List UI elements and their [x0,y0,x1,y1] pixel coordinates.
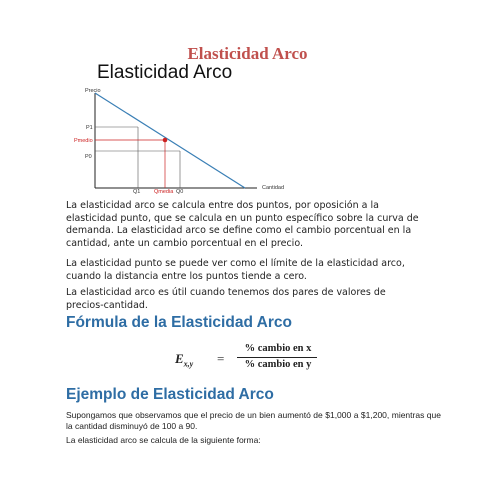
formula-equals: = [217,351,225,366]
pmedio-label: Pmedio [74,138,93,144]
qmedia-label: Qmedia [154,189,174,195]
document-title: Elasticidad Arco [187,44,308,63]
midpoint-marker [163,138,168,143]
p1-label: P1 [86,125,93,131]
x-axis-label: Cantidad [262,185,285,191]
y-axis-label: Precio [85,88,101,94]
arc-elasticity-formula [175,343,335,373]
formula-numerator: % cambio en x [244,343,312,354]
paragraph-usefulness: La elasticidad arco es útil cuando tenemos dos pares de valores de precios-cantidad. [66,287,386,311]
fraction-bar [237,357,317,358]
example-followup: La elasticidad arco se calcula de la siguiente forma: [66,435,261,445]
demand-line [95,93,245,188]
paragraph-definition: La elasticidad arco se calcula entre dos puntos, por oposición a la elasticidad punto, que se calcula en un punto específico sobre la curva de demanda. La elasticidad arco se define como el cambio porcentual en la cantidad, ante un cambio porcentual en el precio. [66,200,419,249]
example-heading: Ejemplo de Elasticidad Arco [66,386,274,403]
formula-lhs: $E_{x,y}$ [175,351,194,369]
example-text: Supongamos que observamos que el precio de un bien aumentó de $1,000 a $1,200, mientras que la cantidad disminuyó de 100 a 90. [66,410,441,431]
figure-title: Elasticidad Arco [97,62,233,83]
q1-label: Q1 [133,189,141,195]
paragraph-point-limit: La elasticidad punto se puede ver como el límite de la elasticidad arco, cuando la distancia entre los puntos tiende a cero. [66,258,405,282]
p0-label: P0 [85,154,92,160]
formula-heading: Fórmula de la Elasticidad Arco [66,314,292,331]
formula-denominator: % cambio en y [244,359,312,370]
q0-label: Q0 [176,189,184,195]
